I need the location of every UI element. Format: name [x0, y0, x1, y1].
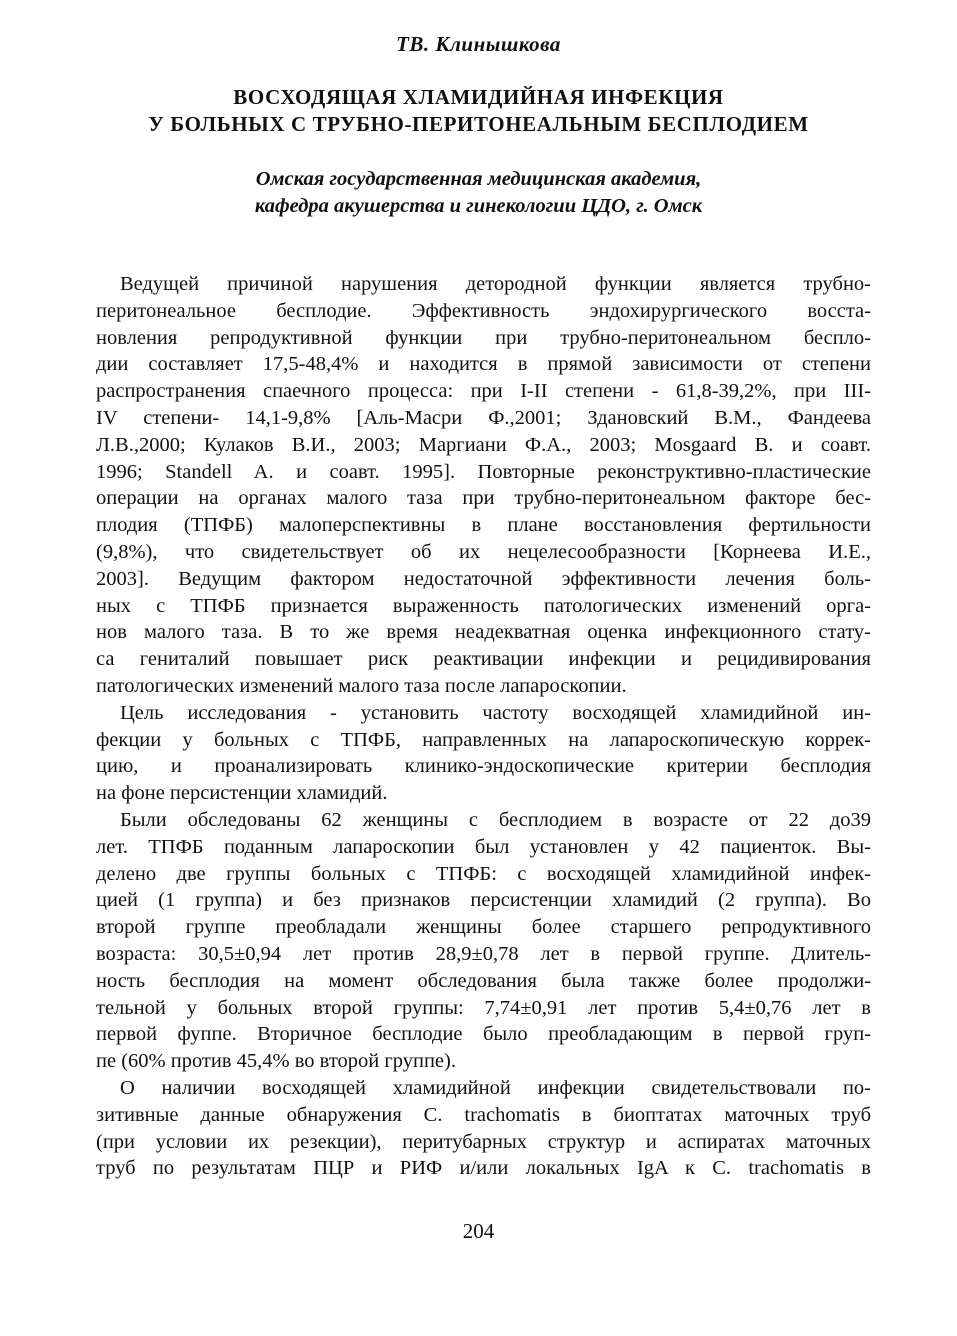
paragraph	[96, 700, 871, 807]
paragraph	[96, 807, 871, 1075]
text-line: зитивные данные обнаружения С. trachomatis в биоптатах маточных труб	[96, 1103, 871, 1126]
text-line: 2003]. Ведущим фактором недостаточной эффективности лечения боль-	[96, 567, 871, 590]
text-line: нов малого таза. В то же время неадекватная оценка инфекционного стату-	[96, 621, 871, 644]
text-line: пе (60% против 45,4% во второй группе).	[96, 1050, 456, 1073]
article-body	[96, 271, 871, 1182]
text-line: на фоне персистенции хламидий.	[96, 782, 388, 805]
text-line: первой фуппе. Вторичное бесплодие было преобладающим в первой груп-	[96, 1023, 871, 1046]
text-line: распространения спаечного процесса: при І-ІІ степени - 61,8-39,2%, при ІІІ-	[96, 380, 871, 403]
text-line: Цель исследования - установить частоту восходящей хламидийной ин-	[120, 701, 871, 724]
text-line: (9,8%), что свидетельствует об их нецелесообразности [Корнеева И.Е.,	[96, 540, 871, 563]
text-line: Были обследованы 62 женщины с бесплодием в возрасте от 22 до39	[120, 808, 871, 831]
affiliation-line: кафедра акушерства и гинекологии ЦДО, г. Омск	[254, 195, 703, 217]
text-line: цией (1 группа) и без признаков персистенции хламидий (2 группа). Во	[96, 889, 871, 912]
text-line: (при условии их резекции), перитубарных структур и аспиратах маточных	[96, 1130, 871, 1153]
text-line: О наличии восходящей хламидийной инфекции свидетельствовали по-	[120, 1076, 871, 1099]
text-line: перитонеальное бесплодие. Эффективность эндохирургического восста-	[96, 299, 871, 322]
text-line: Ведущей причиной нарушения детородной функции является трубно-	[120, 273, 871, 295]
text-line: дии составляет 17,5-48,4% и находится в прямой зависимости от степени	[96, 353, 871, 376]
article-title-line: У БОЛЬНЫХ С ТРУБНО-ПЕРИТОНЕАЛЬНЫМ БЕСПЛОДИЕМ	[148, 112, 809, 136]
affiliation	[0, 166, 957, 220]
text-line: цию, и проанализировать клинико-эндоскопические критерии бесплодия	[96, 755, 871, 778]
text-line: новления репродуктивной функции при трубно-перитонеальном беспло-	[96, 326, 871, 349]
text-line: плодия (ТПФБ) малоперспективны в плане восстановления фертильности	[96, 514, 871, 537]
text-line: IV степени- 14,1-9,8% [Аль-Масри Ф.,2001; Здановский В.М., Фандеева	[96, 406, 871, 429]
text-line: 1996; Standell A. и соавт. 1995]. Повторные реконструктивно-пластические	[96, 460, 871, 483]
article-title-line: ВОСХОДЯЩАЯ ХЛАМИДИЙНАЯ ИНФЕКЦИЯ	[233, 85, 724, 109]
text-line: лет. ТПФБ поданным лапароскопии был установлен у 42 пациенток. Вы-	[96, 835, 871, 858]
paragraph	[96, 271, 871, 700]
text-line: фекции у больных с ТПФБ, направленных на лапароскопическую коррек-	[96, 728, 871, 751]
page-number: 204	[462, 1219, 495, 1243]
text-line: Л.В.,2000; Кулаков В.И., 2003; Маргиани Ф.А., 2003; Mosgaard B. и соавт.	[96, 433, 871, 456]
affiliation-line: Омская государственная медицинская академия,	[255, 168, 702, 190]
author-name: ТВ. Клинышкова	[396, 32, 561, 56]
text-line: делено две группы больных с ТПФБ: с восходящей хламидийной инфек-	[96, 862, 871, 885]
text-line: операции на органах малого таза при трубно-перитонеальном факторе бес-	[96, 487, 871, 510]
article-title	[0, 84, 957, 138]
text-line: тельной у больных второй группы: 7,74±0,91 лет против 5,4±0,76 лет в	[96, 996, 871, 1019]
paragraph	[96, 1075, 871, 1182]
text-line: возраста: 30,5±0,94 лет против 28,9±0,78 лет в первой группе. Длитель-	[96, 942, 871, 965]
text-line: ных с ТПФБ признается выраженность патологических изменений орга-	[96, 594, 871, 617]
text-line: труб по результатам ПЦР и РИФ и/или локальных IgA к С. trachomatis в	[96, 1157, 871, 1180]
text-line: ность бесплодия на момент обследования была также более продолжи-	[96, 969, 871, 992]
text-line: са гениталий повышает риск реактивации инфекции и рецидивирования	[96, 648, 871, 671]
text-line: патологических изменений малого таза после лапароскопии.	[96, 674, 627, 697]
text-line: второй группе преобладали женщины более старшего репродуктивного	[96, 916, 871, 939]
